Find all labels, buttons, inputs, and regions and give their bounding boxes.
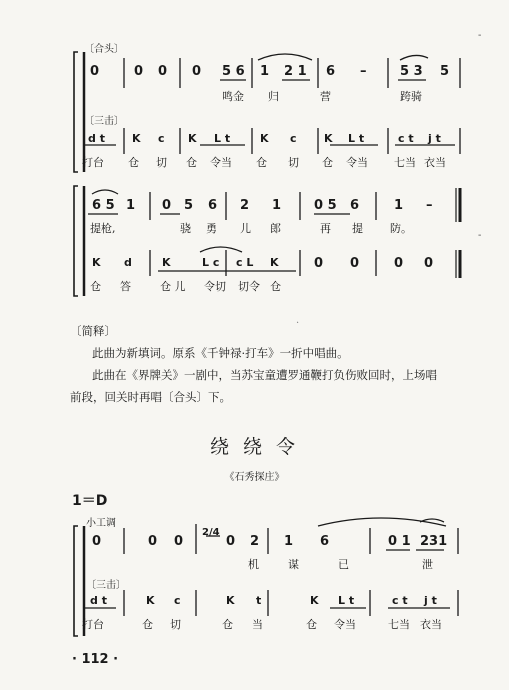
- lyric: 提枪,: [90, 222, 116, 235]
- note: 0: [92, 534, 102, 549]
- svg-text:-: -: [478, 30, 482, 41]
- note: 2: [250, 534, 260, 549]
- note: 0: [226, 534, 236, 549]
- cue-label: 〔三击〕: [84, 116, 124, 127]
- perc-syllable: d t: [90, 594, 107, 607]
- note: 0: [350, 256, 360, 271]
- svg-text:·: ·: [296, 318, 300, 329]
- perc-word: 仓: [90, 280, 101, 293]
- piece-subtitle: 《石秀探庄》: [224, 472, 285, 483]
- perc-syllable: L t: [338, 594, 355, 607]
- mode-label: 小工调: [86, 518, 116, 529]
- perc-word: 仓: [142, 618, 153, 631]
- note: 231: [420, 534, 448, 549]
- note: 5 6: [222, 64, 245, 79]
- perc-word: 仓: [256, 156, 267, 169]
- note: 0: [174, 534, 184, 549]
- note: 6: [350, 198, 360, 213]
- note: 1: [284, 534, 294, 549]
- perc-syllable: L c: [202, 256, 220, 269]
- perc-word: 令切: [204, 280, 226, 293]
- note: 0: [158, 64, 168, 79]
- perc-word: 打台: [82, 618, 104, 631]
- perc-word: 仓: [270, 280, 281, 293]
- note: 0: [314, 256, 324, 271]
- perc-word: 仓 儿: [160, 280, 186, 293]
- lyric: 儿: [240, 222, 251, 235]
- perc-syllable: K: [132, 132, 141, 145]
- perc-syllable: j t: [428, 132, 441, 145]
- perc-syllable: c t: [398, 132, 414, 145]
- note: 1: [394, 198, 404, 213]
- note: –: [360, 64, 367, 79]
- perc-word: 七当: [388, 618, 410, 631]
- notes-heading: 〔简释〕: [70, 324, 116, 338]
- perc-word: 衣当: [424, 156, 446, 169]
- lyric: 归: [268, 90, 279, 103]
- perc-syllable: d t: [88, 132, 105, 145]
- notes-paragraph: 前段，回关时再唱〔合头〕下。: [70, 390, 231, 404]
- perc-word: 令当: [334, 618, 356, 631]
- note: 6: [326, 64, 336, 79]
- perc-word: 切: [288, 156, 299, 169]
- key-signature: 1＝D: [72, 493, 108, 509]
- perc-word: 仓: [128, 156, 139, 169]
- note: 0: [162, 198, 172, 213]
- perc-word: 答: [120, 280, 131, 293]
- perc-syllable: j t: [424, 594, 437, 607]
- perc-syllable: K: [226, 594, 235, 607]
- note: 0: [90, 64, 100, 79]
- perc-syllable: c: [290, 132, 297, 145]
- perc-word: 仓: [222, 618, 233, 631]
- svg-text:-: -: [478, 230, 482, 241]
- note: 5 3: [400, 64, 423, 79]
- perc-syllable: K: [260, 132, 269, 145]
- note: 5: [184, 198, 194, 213]
- perc-word: 七当: [394, 156, 416, 169]
- page-number: · 112 ·: [72, 652, 119, 667]
- note: 0 5: [314, 198, 337, 213]
- perc-syllable: K: [92, 256, 101, 269]
- note: 0: [424, 256, 434, 271]
- note: 1: [126, 198, 136, 213]
- perc-syllable: t: [256, 594, 262, 607]
- note: 0: [192, 64, 202, 79]
- lyric: 郎: [270, 222, 281, 235]
- note: 0 1: [388, 534, 411, 549]
- note: 2: [240, 198, 250, 213]
- lyric: 再: [320, 222, 331, 235]
- note: 6: [208, 198, 218, 213]
- lyric: 防。: [390, 222, 412, 235]
- lyric: 鸣金: [222, 90, 244, 103]
- cue-label: 〔合头〕: [84, 44, 124, 55]
- lyric: 机: [248, 558, 259, 571]
- perc-syllable: K: [310, 594, 319, 607]
- lyric: 勇: [206, 222, 217, 235]
- perc-syllable: K: [162, 256, 171, 269]
- perc-syllable: K: [188, 132, 197, 145]
- lyric: 泄: [422, 558, 433, 571]
- lyric: 谋: [288, 558, 299, 571]
- time-signature: 2/4: [202, 527, 220, 538]
- perc-syllable: K: [270, 256, 279, 269]
- perc-syllable: K: [324, 132, 333, 145]
- note: –: [426, 198, 433, 213]
- lyric: 骁: [180, 222, 191, 235]
- perc-syllable: L t: [348, 132, 365, 145]
- notes-paragraph: 此曲为新填词。原系《千钟禄·打车》一折中唱曲。: [92, 346, 349, 360]
- lyric: 已: [338, 558, 349, 571]
- perc-word: 切令: [238, 280, 260, 293]
- perc-syllable: c: [174, 594, 181, 607]
- note: 0: [148, 534, 158, 549]
- note: 0: [394, 256, 404, 271]
- cue-label: 〔三击〕: [86, 580, 126, 591]
- perc-syllable: K: [146, 594, 155, 607]
- lyric: 营: [320, 90, 331, 103]
- notes-paragraph: 此曲在《界牌关》一剧中，当苏宝童遭罗通鞭打负伤败回时，上场唱: [92, 368, 437, 382]
- perc-syllable: L t: [214, 132, 231, 145]
- perc-syllable: c t: [392, 594, 408, 607]
- note: 5: [440, 64, 450, 79]
- perc-word: 切: [156, 156, 167, 169]
- perc-word: 当: [252, 618, 263, 631]
- perc-word: 仓: [322, 156, 333, 169]
- piece-title: 绕 绕 令: [209, 436, 300, 458]
- lyric: 提: [352, 222, 363, 235]
- perc-word: 衣当: [420, 618, 442, 631]
- perc-syllable: c L: [236, 256, 254, 269]
- perc-syllable: c: [158, 132, 165, 145]
- note: 6: [320, 534, 330, 549]
- perc-word: 仓: [186, 156, 197, 169]
- note: 2 1: [284, 64, 307, 79]
- perc-word: 打台: [82, 156, 104, 169]
- note: 1: [260, 64, 270, 79]
- perc-word: 令当: [346, 156, 368, 169]
- note: 0: [134, 64, 144, 79]
- note: 1: [272, 198, 282, 213]
- perc-syllable: d: [124, 256, 132, 269]
- perc-word: 切: [170, 618, 181, 631]
- note: 6 5: [92, 198, 115, 213]
- lyric: 跨骑: [400, 90, 422, 103]
- perc-word: 仓: [306, 618, 317, 631]
- perc-word: 令当: [210, 156, 232, 169]
